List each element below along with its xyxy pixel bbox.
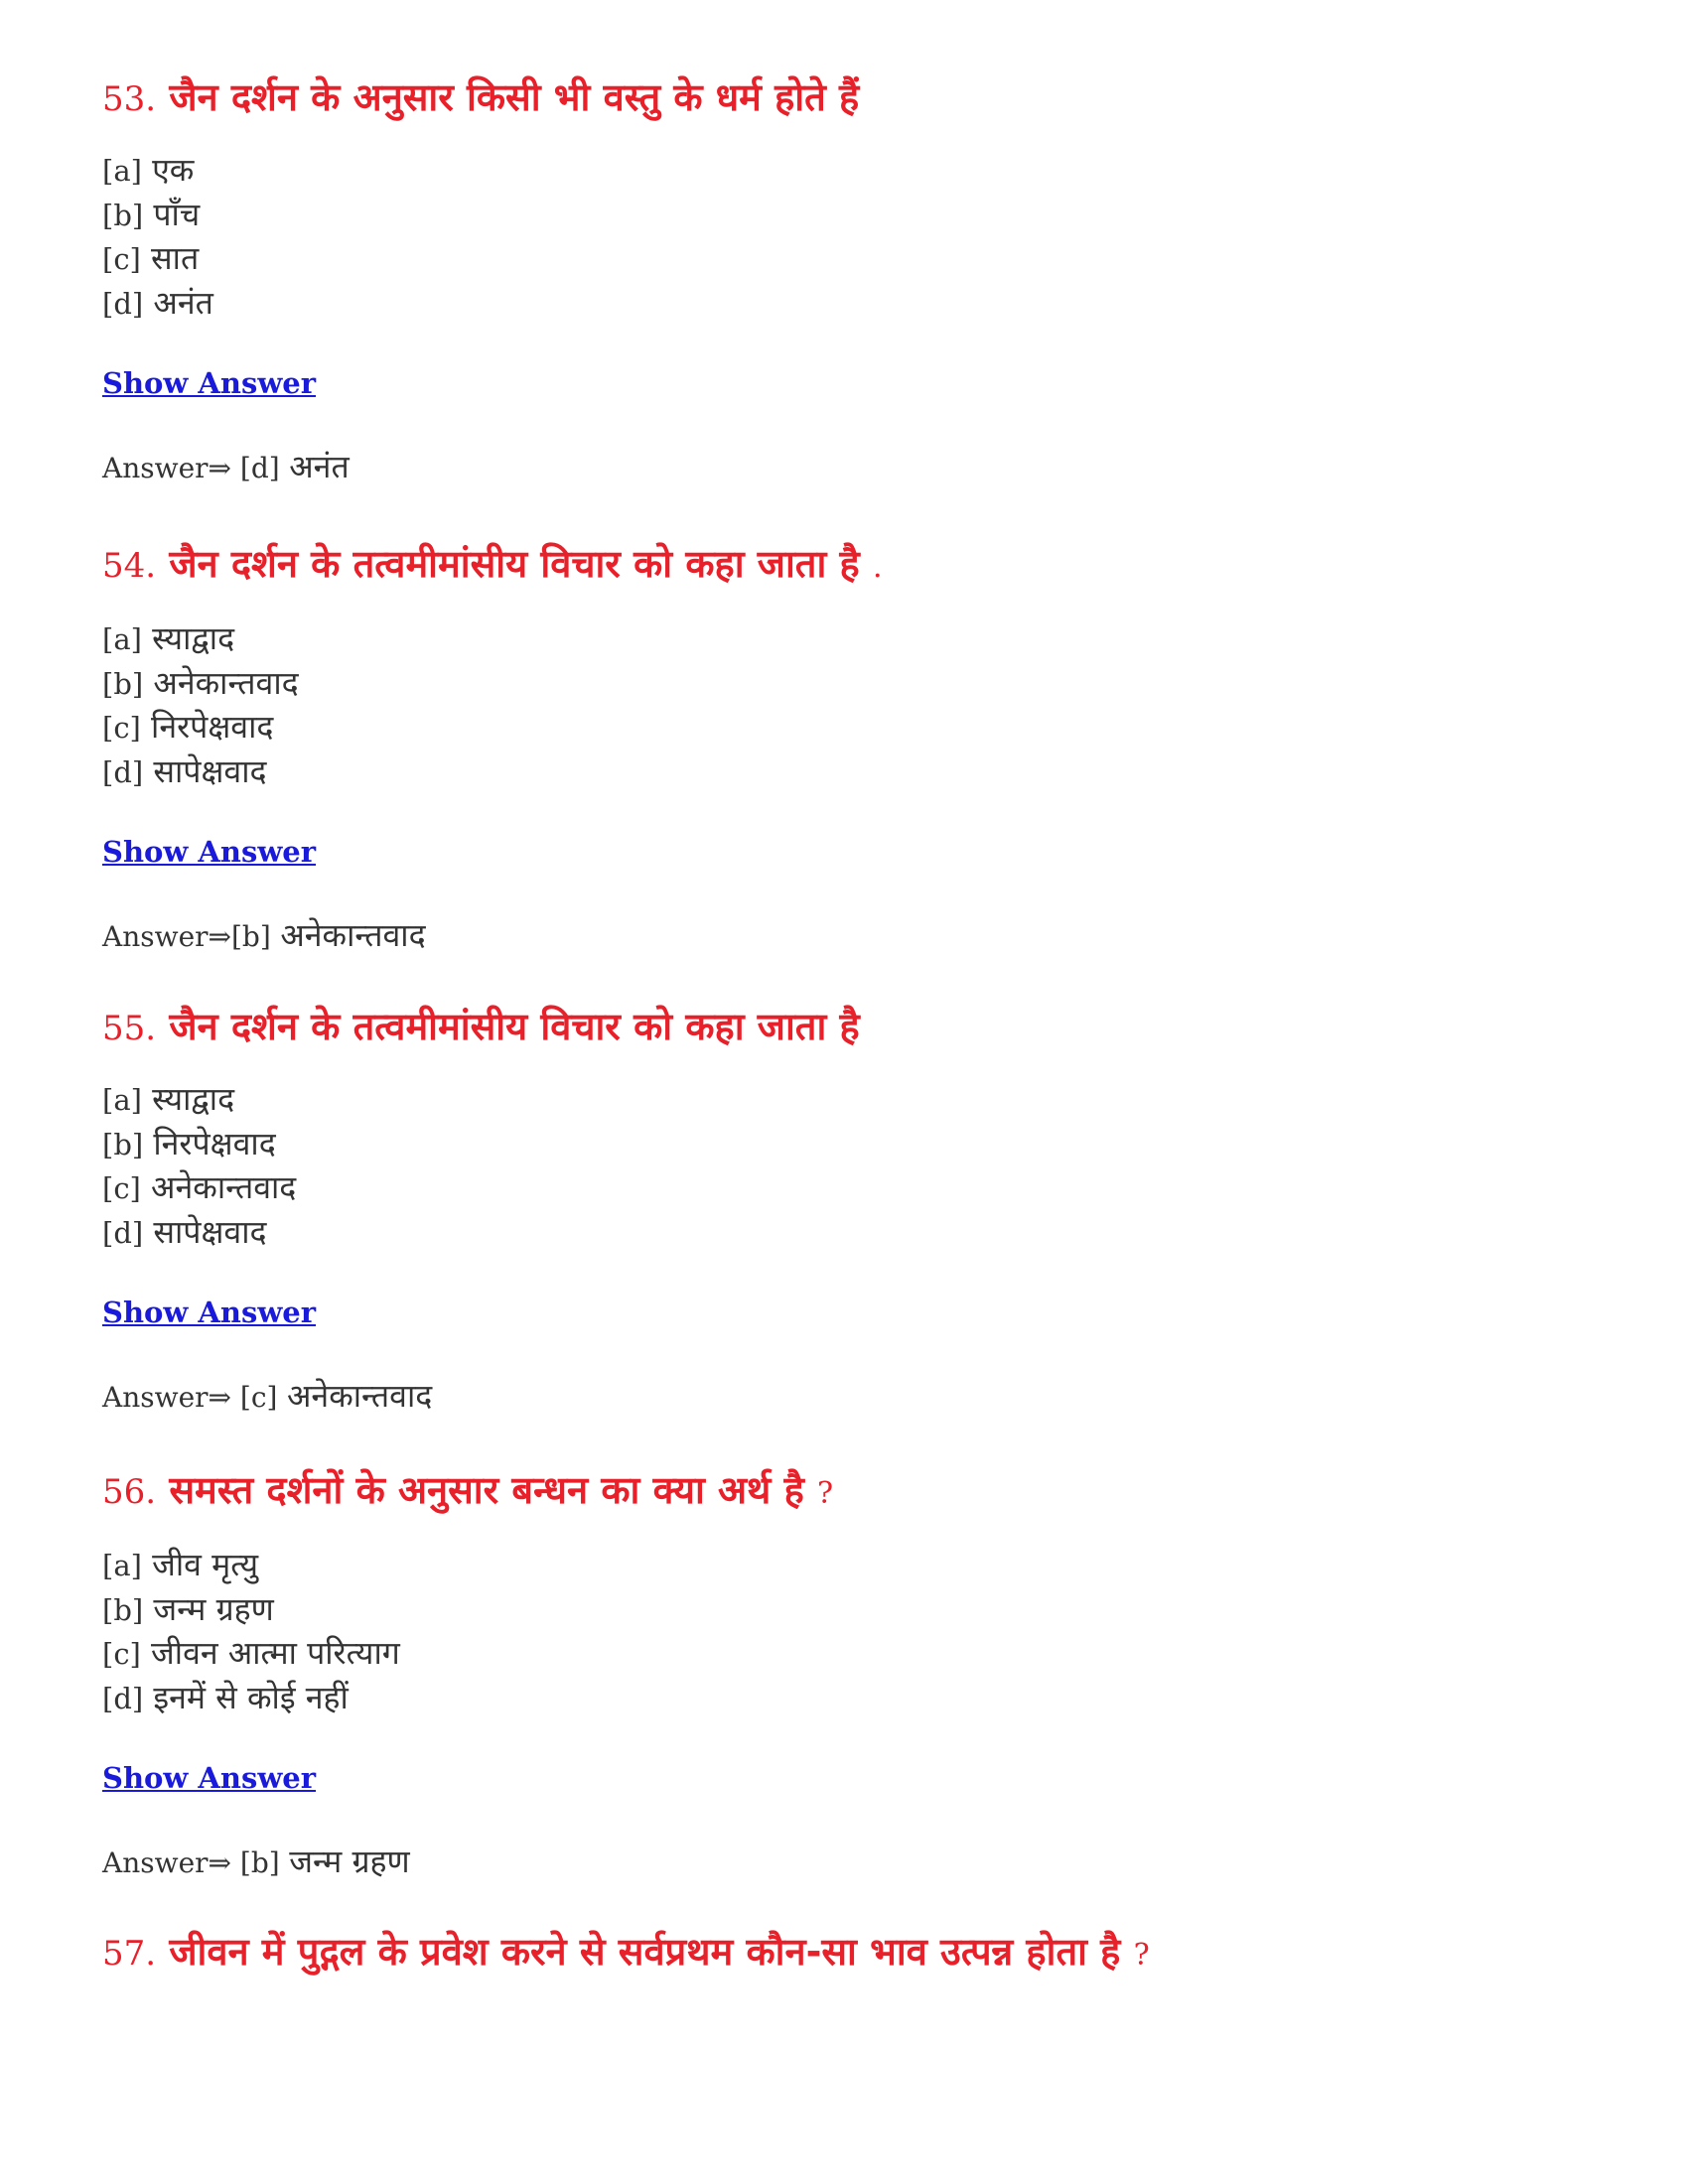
question-text: समस्त दर्शनों के अनुसार बन्धन का क्या अर्थ है <box>169 1468 804 1512</box>
option-key: [b] <box>102 1592 144 1627</box>
option-b <box>102 662 883 707</box>
option-c <box>102 1166 860 1211</box>
option-text: जन्म ग्रहण <box>153 1589 274 1628</box>
option-text: पाँच <box>153 195 201 233</box>
option-b <box>102 1123 860 1167</box>
question-title <box>102 1924 1150 1983</box>
question-text: जीवन में पुद्गल के प्रवेश करने से सर्वप्रथम कौन-सा भाव उत्पन्न होता है <box>169 1930 1121 1974</box>
question-title <box>102 536 883 596</box>
option-b <box>102 1588 833 1633</box>
option-text: निरपेक्षवाद <box>151 708 274 746</box>
question-54 <box>102 536 883 959</box>
question-title <box>102 69 859 127</box>
show-answer-link[interactable]: Show Answer <box>102 1761 317 1795</box>
option-text: इनमें से कोई नहीं <box>153 1678 349 1716</box>
option-text: जीवन आत्मा परित्याग <box>151 1634 400 1672</box>
option-key: [c] <box>102 711 141 745</box>
options-list <box>102 1544 833 1720</box>
answer-label: Answer⇒[b] <box>102 920 271 953</box>
options-list <box>102 617 883 794</box>
option-key: [a] <box>102 154 142 188</box>
option-text: अनेकान्तवाद <box>153 663 299 702</box>
question-56 <box>102 1462 833 1885</box>
show-answer-link[interactable]: Show Answer <box>102 835 317 869</box>
option-c <box>102 1632 833 1677</box>
option-key: [c] <box>102 1171 141 1205</box>
option-text: सात <box>151 239 200 277</box>
option-d <box>102 1211 860 1256</box>
option-key: [c] <box>102 242 141 276</box>
question-text: जैन दर्शन के अनुसार किसी भी वस्तु के धर्म होते हैं <box>169 75 860 119</box>
option-key: [c] <box>102 1637 141 1671</box>
option-c <box>102 237 859 282</box>
option-key: [d] <box>102 754 144 789</box>
option-b <box>102 194 859 238</box>
question-text: जैन दर्शन के तत्वमीमांसीय विचार को कहा जाता है <box>169 542 860 586</box>
answer-label: Answer⇒ [b] <box>102 1846 280 1879</box>
answer-text: अनंत <box>289 448 350 485</box>
question-number: 56. <box>102 1472 157 1512</box>
answer-text: अनेकान्तवाद <box>280 916 426 954</box>
question-tail: . <box>872 550 883 585</box>
question-number: 53. <box>102 79 157 119</box>
options-list <box>102 1078 860 1255</box>
option-a <box>102 1544 833 1588</box>
option-key: [b] <box>102 198 144 232</box>
question-tail: ? <box>1133 1938 1150 1973</box>
question-number: 57. <box>102 1934 157 1974</box>
question-title <box>102 999 860 1056</box>
option-text: सापेक्षवाद <box>153 1212 267 1251</box>
option-d <box>102 751 883 795</box>
option-a <box>102 1078 860 1123</box>
option-key: [b] <box>102 1127 144 1161</box>
show-answer-link[interactable]: Show Answer <box>102 366 317 400</box>
show-answer-link[interactable]: Show Answer <box>102 1296 317 1329</box>
question-tail: ? <box>816 1476 834 1511</box>
answer-line <box>102 1374 860 1420</box>
option-key: [a] <box>102 622 142 656</box>
answer-line <box>102 1840 833 1885</box>
option-key: [a] <box>102 1549 142 1582</box>
option-key: [b] <box>102 666 144 701</box>
question-number: 55. <box>102 1009 157 1048</box>
option-text: निरपेक्षवाद <box>153 1124 276 1162</box>
options-list <box>102 149 859 326</box>
option-text: अनेकान्तवाद <box>151 1168 297 1206</box>
answer-label: Answer⇒ [d] <box>102 452 280 484</box>
answer-label: Answer⇒ [c] <box>102 1381 278 1414</box>
answer-text: अनेकान्तवाद <box>286 1377 433 1415</box>
option-text: एक <box>152 151 195 189</box>
answer-text: जन्म ग्रहण <box>289 1843 410 1880</box>
question-57 <box>102 1924 1150 1983</box>
option-text: सापेक्षवाद <box>153 751 267 790</box>
question-text: जैन दर्शन के तत्वमीमांसीय विचार को कहा जाता है <box>169 1005 860 1048</box>
option-c <box>102 706 883 751</box>
option-key: [d] <box>102 1215 144 1250</box>
option-text: स्याद्वाद <box>152 1080 235 1118</box>
option-key: [a] <box>102 1083 142 1117</box>
question-55 <box>102 999 860 1420</box>
option-a <box>102 149 859 194</box>
option-a <box>102 617 883 662</box>
option-d <box>102 1677 833 1721</box>
option-key: [d] <box>102 286 144 321</box>
answer-line <box>102 913 883 959</box>
answer-line <box>102 445 859 490</box>
option-text: अनंत <box>153 283 213 322</box>
question-title <box>102 1462 833 1522</box>
question-53 <box>102 69 859 490</box>
question-number: 54. <box>102 546 157 586</box>
option-key: [d] <box>102 1681 144 1715</box>
option-text: जीव मृत्यु <box>152 1546 259 1583</box>
option-d <box>102 282 859 327</box>
option-text: स्याद्वाद <box>152 619 235 657</box>
